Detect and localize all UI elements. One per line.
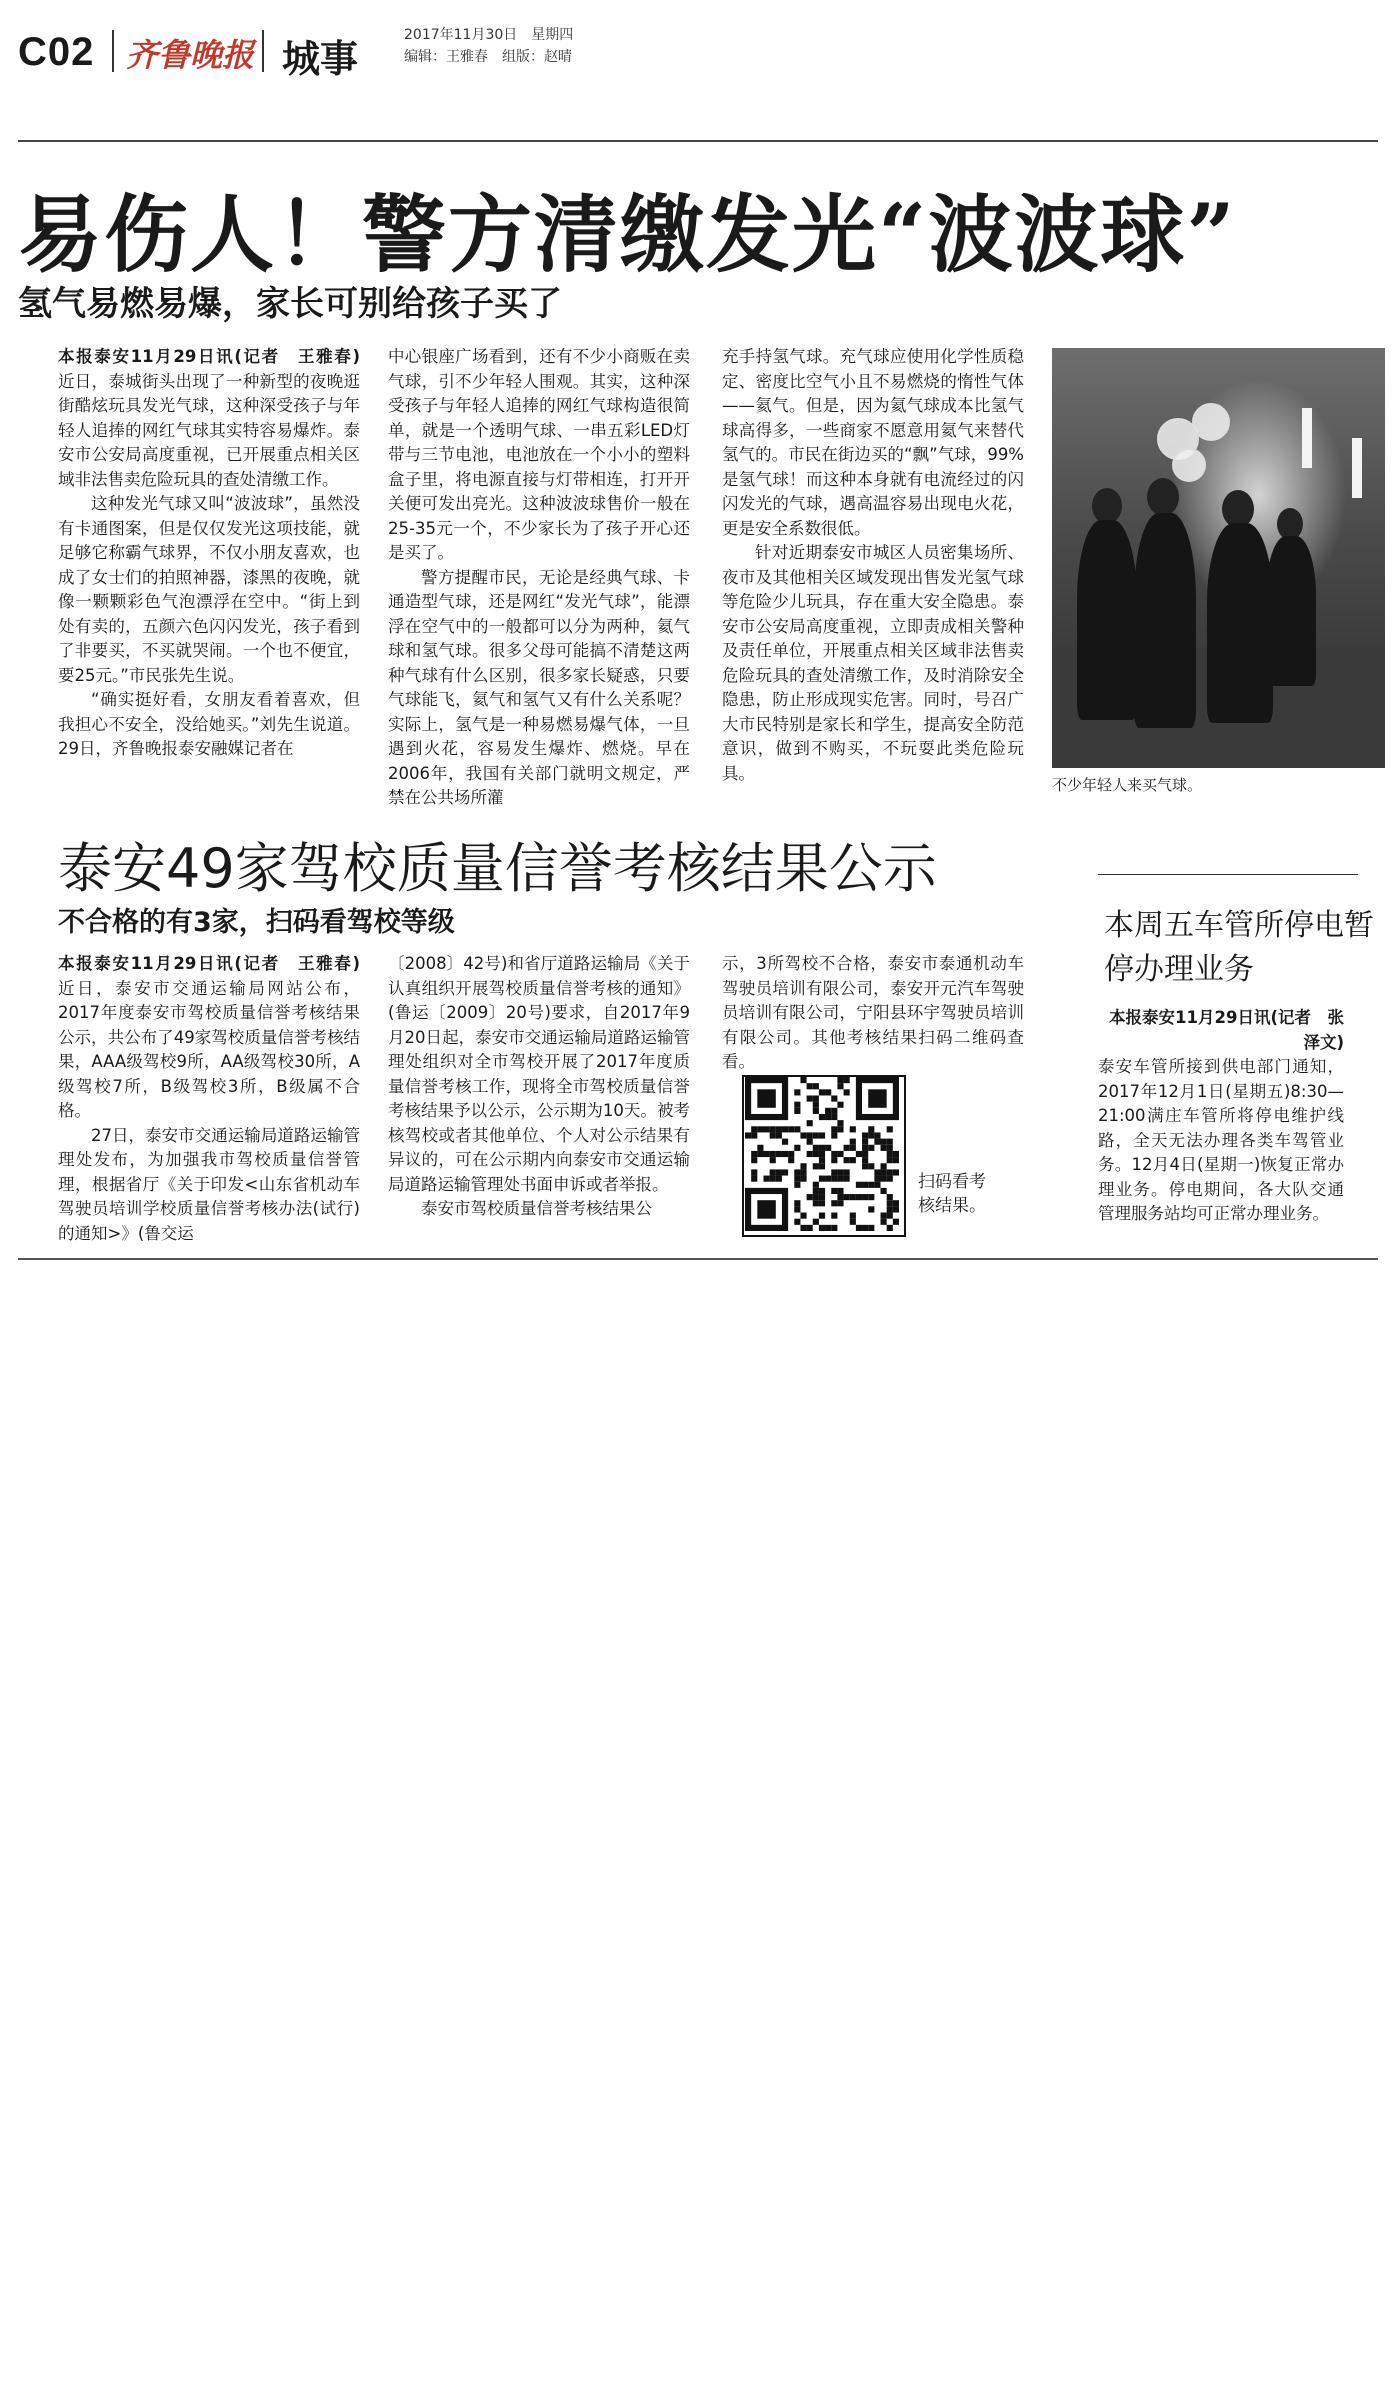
qr-module bbox=[850, 1219, 856, 1225]
sidebar-headline: 本周五车管所停电暂停办理业务 bbox=[1104, 908, 1374, 987]
qr-module bbox=[819, 1114, 825, 1120]
qr-module bbox=[751, 1132, 757, 1138]
qr-module bbox=[831, 1200, 837, 1206]
qr-module bbox=[868, 1132, 874, 1138]
qr-module bbox=[807, 1083, 813, 1089]
qr-module bbox=[887, 1200, 893, 1206]
qr-module bbox=[819, 1200, 825, 1206]
article1-paragraph: 针对近期泰安市城区人员密集场所、夜市及其他相关区域发现出售发光氢气球等危险少儿玩具，存在重大安全隐患。泰安市公安局高度重视，立即责成相关警种及责任单位，开展重点相关区域非法售卖危险玩具的查处清缴工作，及时消除安全隐患，防止形成现实危害。同时，号召广大市民特别是家长和学生，提高安全防范意识，做到不购买，不玩耍此类危险玩具。 bbox=[722, 543, 1024, 783]
qr-module bbox=[751, 1169, 757, 1175]
qr-module bbox=[745, 1132, 751, 1138]
qr-module bbox=[813, 1188, 819, 1194]
article2-column-2 bbox=[388, 952, 690, 1222]
qr-module bbox=[831, 1095, 837, 1101]
person-silhouette bbox=[1207, 523, 1273, 723]
qr-module bbox=[831, 1108, 837, 1114]
qr-module bbox=[813, 1132, 819, 1138]
qr-module bbox=[837, 1194, 843, 1200]
qr-module bbox=[776, 1169, 782, 1175]
article2-column-1 bbox=[58, 952, 360, 1246]
article2-byline-paragraph bbox=[58, 952, 360, 1124]
qr-module bbox=[844, 1176, 850, 1182]
qr-module bbox=[887, 1225, 893, 1231]
photo-caption: 不少年轻人来买气球。 bbox=[1052, 776, 1203, 794]
qr-module bbox=[856, 1194, 862, 1200]
qr-module bbox=[800, 1225, 806, 1231]
qr-module bbox=[893, 1200, 899, 1206]
qr-module bbox=[794, 1200, 800, 1206]
article2-paragraph: 示，3所驾校不合格，泰安市泰通机动车驾驶员培训有限公司，泰安开元汽车驾驶员培训有限公司，宁阳县环宇驾驶员培训有限公司。其他考核结果扫码二维码查看。 bbox=[722, 954, 1024, 1071]
masthead-divider bbox=[112, 30, 114, 72]
qr-module bbox=[862, 1182, 868, 1188]
qr-module bbox=[782, 1169, 788, 1175]
qr-module bbox=[837, 1176, 843, 1182]
qr-module bbox=[893, 1219, 899, 1225]
qr-module bbox=[868, 1145, 874, 1151]
qr-module bbox=[837, 1169, 843, 1175]
qr-module bbox=[825, 1089, 831, 1095]
qr-module bbox=[868, 1126, 874, 1132]
masthead-divider bbox=[262, 30, 264, 72]
qr-module bbox=[850, 1139, 856, 1145]
person-head bbox=[1147, 478, 1179, 516]
qr-module bbox=[807, 1225, 813, 1231]
qr-module bbox=[813, 1102, 819, 1108]
qr-module bbox=[800, 1077, 806, 1083]
qr-module bbox=[862, 1151, 868, 1157]
qr-module bbox=[862, 1163, 868, 1169]
subheadline-main: 氢气易燃易爆，家长可别给孩子买了 bbox=[18, 284, 562, 324]
qr-module bbox=[813, 1095, 819, 1101]
subheadline-driving-schools: 不合格的有3家，扫码看驾校等级 bbox=[58, 907, 455, 938]
qr-module bbox=[770, 1126, 776, 1132]
qr-module bbox=[837, 1200, 843, 1206]
qr-code-icon[interactable] bbox=[742, 1075, 906, 1237]
article1-byline: 本报泰安11月29日讯(记者 王雅春) bbox=[58, 347, 360, 366]
qr-module bbox=[794, 1206, 800, 1212]
article1-paragraph: 充手持氢气球。充气球应使用化学性质稳定、密度比空气小且不易燃烧的惰性气体——氦气。但是，因为氦气球成本比氢气球高得多，一些商家不愿意用氦气来替代氢气的。市民在街边买的“飘”气球，99%是氢气球！而这种本身就有电流经过的闪闪发光的气球，遇高温容易出现电火花，更是安全系数很低。 bbox=[722, 347, 1024, 538]
qr-module bbox=[807, 1194, 813, 1200]
qr-module bbox=[831, 1126, 837, 1132]
qr-module bbox=[776, 1151, 782, 1157]
qr-module bbox=[825, 1225, 831, 1231]
qr-module bbox=[825, 1176, 831, 1182]
qr-module bbox=[868, 1225, 874, 1231]
qr-module bbox=[887, 1139, 893, 1145]
qr-module bbox=[776, 1176, 782, 1182]
qr-module bbox=[751, 1151, 757, 1157]
qr-module bbox=[763, 1176, 769, 1182]
qr-module bbox=[862, 1139, 868, 1145]
street-light bbox=[1302, 408, 1312, 468]
qr-module bbox=[813, 1182, 819, 1188]
qr-module bbox=[887, 1145, 893, 1151]
article1-column-2 bbox=[388, 345, 690, 811]
page-number: C02 bbox=[18, 30, 95, 74]
headline-driving-schools: 泰安49家驾校质量信誉考核结果公示 bbox=[58, 837, 937, 900]
qr-module bbox=[844, 1194, 850, 1200]
qr-module bbox=[751, 1157, 757, 1163]
person-silhouette bbox=[1077, 520, 1137, 720]
qr-module bbox=[868, 1206, 874, 1212]
qr-module bbox=[887, 1194, 893, 1200]
qr-module bbox=[776, 1126, 782, 1132]
qr-module bbox=[844, 1157, 850, 1163]
qr-module bbox=[881, 1176, 887, 1182]
qr-module bbox=[770, 1132, 776, 1138]
balloon-icon bbox=[1172, 448, 1206, 482]
qr-module bbox=[862, 1225, 868, 1231]
person-head bbox=[1092, 488, 1122, 524]
article1-byline-paragraph bbox=[58, 345, 360, 492]
article2-paragraph: 近日，泰安市交通运输局网站公布，2017年度泰安市驾校质量信誉考核结果公示，共公布了49家驾校质量信誉考核结果，AAA级驾校9所，AA级驾校30所，A级驾校7所，B级驾校3所，B级属不合格。 bbox=[58, 978, 360, 1120]
qr-module bbox=[850, 1194, 856, 1200]
qr-module bbox=[807, 1132, 813, 1138]
qr-module bbox=[813, 1108, 819, 1114]
qr-module bbox=[813, 1219, 819, 1225]
qr-module bbox=[887, 1176, 893, 1182]
qr-module bbox=[874, 1169, 880, 1175]
qr-module bbox=[819, 1194, 825, 1200]
qr-module bbox=[825, 1145, 831, 1151]
qr-module bbox=[807, 1151, 813, 1157]
article1-paragraph: 近日，泰城街头出现了一种新型的夜晚逛街酷炫玩具发光气球，这种深受孩子与年轻人追捧的网红气球其实特容易爆炸。泰安市公安局高度重视，已开展重点相关区域非法售卖危险玩具的查处清缴工作。 bbox=[58, 371, 360, 489]
qr-module bbox=[837, 1120, 843, 1126]
qr-module bbox=[757, 1151, 763, 1157]
editor-credit: 编辑：王雅春 组版：赵晴 bbox=[404, 49, 572, 65]
qr-module bbox=[881, 1169, 887, 1175]
qr-module bbox=[837, 1083, 843, 1089]
qr-module bbox=[887, 1126, 893, 1132]
sidebar-rule bbox=[1098, 874, 1358, 875]
qr-module bbox=[800, 1169, 806, 1175]
qr-module bbox=[831, 1225, 837, 1231]
qr-module bbox=[819, 1163, 825, 1169]
qr-module bbox=[856, 1182, 862, 1188]
qr-module bbox=[844, 1145, 850, 1151]
article1-column-1 bbox=[58, 345, 360, 762]
qr-module bbox=[794, 1182, 800, 1188]
article1-paragraph: 中心银座广场看到，还有不少小商贩在卖气球，引不少年轻人围观。其实，这种深受孩子与年轻人追捧的网红气球构造很简单，就是一个透明气球、一串五彩LED灯带与三节电池，电池放在一个小小的塑料盒子里，将电源直接与灯带相连，打开开关便可发出亮光。这种波波球售价一般在25-35元一个，不少家长为了孩子开心还是买了。 bbox=[388, 347, 690, 562]
qr-code-graphic bbox=[744, 1077, 900, 1231]
qr-module bbox=[819, 1151, 825, 1157]
sidebar-body bbox=[1098, 1006, 1344, 1227]
qr-module bbox=[831, 1132, 837, 1138]
article2-paragraph: 27日，泰安市交通运输局道路运输管理处发布，为加强我市驾校质量信誉管理，根据省厅《关于印发<山东省机动车驾驶员培训学校质量信誉考核办法(试行)的通知>》(鲁交运 bbox=[58, 1125, 360, 1243]
qr-module bbox=[831, 1213, 837, 1219]
qr-module bbox=[813, 1200, 819, 1206]
qr-module bbox=[794, 1169, 800, 1175]
qr-module bbox=[893, 1206, 899, 1212]
qr-module bbox=[757, 1089, 775, 1107]
qr-module bbox=[868, 1194, 874, 1200]
qr-module bbox=[887, 1169, 893, 1175]
qr-module bbox=[819, 1176, 825, 1182]
qr-module bbox=[794, 1219, 800, 1225]
qr-module bbox=[850, 1157, 856, 1163]
qr-module bbox=[868, 1182, 874, 1188]
qr-module bbox=[831, 1157, 837, 1163]
qr-module bbox=[893, 1151, 899, 1157]
top-rule bbox=[18, 140, 1378, 142]
qr-module bbox=[862, 1194, 868, 1200]
qr-module bbox=[807, 1095, 813, 1101]
qr-module bbox=[850, 1213, 856, 1219]
qr-module bbox=[874, 1176, 880, 1182]
paper-logo: 齐鲁晚报 bbox=[126, 36, 255, 74]
qr-module bbox=[794, 1102, 800, 1108]
article2-paragraph: 〔2008〕42号)和省厅道路运输局《关于认真组织开展驾校质量信誉考核的通知》(鲁运〔2009〕20号)要求，自2017年9月20日起，泰安市交通运输局道路运输管理处组织对全市驾校开展了2017年度质量信誉考核工作，现将全市驾校质量信誉考核结果予以公示，公示期为10天。被考核驾校或者其他单位、个人对公示结果有异议的，可在公示期内向泰安市交通运输局道路运输管理处书面申诉或者举报。 bbox=[388, 954, 690, 1194]
qr-module bbox=[850, 1126, 856, 1132]
article1-paragraph: “确实挺好看，女朋友看着喜欢，但我担心不安全，没给她买。”刘先生说道。29日，齐鲁晚报泰安融媒记者在 bbox=[58, 690, 360, 758]
qr-module bbox=[794, 1145, 800, 1151]
qr-module bbox=[751, 1176, 757, 1182]
qr-module bbox=[807, 1139, 813, 1145]
qr-module bbox=[788, 1151, 794, 1157]
qr-module bbox=[800, 1163, 806, 1169]
qr-module bbox=[881, 1145, 887, 1151]
qr-module bbox=[825, 1108, 831, 1114]
qr-module bbox=[782, 1139, 788, 1145]
qr-module bbox=[831, 1114, 837, 1120]
qr-module bbox=[837, 1126, 843, 1132]
qr-module bbox=[868, 1089, 886, 1107]
qr-module bbox=[757, 1145, 763, 1151]
qr-module bbox=[831, 1169, 837, 1175]
article1-photo bbox=[1052, 348, 1385, 768]
qr-module bbox=[782, 1151, 788, 1157]
qr-module bbox=[819, 1188, 825, 1194]
qr-module bbox=[757, 1126, 763, 1132]
section-title: 城事 bbox=[282, 37, 359, 81]
bottom-rule bbox=[18, 1258, 1378, 1260]
qr-module bbox=[874, 1132, 880, 1138]
qr-module bbox=[763, 1151, 769, 1157]
qr-module bbox=[788, 1126, 794, 1132]
qr-module bbox=[837, 1077, 843, 1083]
qr-module bbox=[757, 1200, 775, 1218]
qr-module bbox=[874, 1182, 880, 1188]
qr-module bbox=[831, 1151, 837, 1157]
qr-module bbox=[844, 1089, 850, 1095]
qr-module bbox=[751, 1126, 757, 1132]
qr-module bbox=[868, 1163, 874, 1169]
article2-column-3 bbox=[722, 952, 1024, 1075]
qr-module bbox=[770, 1151, 776, 1157]
headline-main: 易伤人！警方清缴发光“波波球” bbox=[18, 185, 1237, 284]
qr-module bbox=[763, 1126, 769, 1132]
qr-module bbox=[850, 1145, 856, 1151]
qr-caption: 扫码看考核结果。 bbox=[918, 1172, 986, 1216]
qr-module bbox=[862, 1132, 868, 1138]
qr-module bbox=[794, 1089, 800, 1095]
qr-module bbox=[881, 1163, 887, 1169]
qr-module bbox=[807, 1120, 813, 1126]
qr-module bbox=[770, 1169, 776, 1175]
qr-module bbox=[800, 1213, 806, 1219]
qr-module bbox=[887, 1206, 893, 1212]
article1-paragraph: 警方提醒市民，无论是经典气球、卡通造型气球，还是网红“发光气球”，能漂浮在空气中的一般都可以分为两种，氦气球和氢气球。很多父母可能搞不清楚这两种气球有什么区别，很多家长疑惑，只要气球能飞，氦气和氢气又有什么关系呢？实际上，氢气是一种易燃易爆气体，一旦遇到火花，容易发生爆炸、燃烧。早在2006年，我国有关部门就明文规定，严禁在公共场所灌 bbox=[388, 567, 690, 807]
article1-column-3 bbox=[722, 345, 1024, 786]
qr-module bbox=[837, 1151, 843, 1157]
qr-module bbox=[819, 1225, 825, 1231]
qr-module bbox=[837, 1102, 843, 1108]
issue-date: 2017年11月30日 星期四 bbox=[404, 27, 574, 43]
article2-byline: 本报泰安11月29日讯(记者 王雅春) bbox=[58, 954, 360, 973]
qr-module bbox=[856, 1225, 862, 1231]
qr-module bbox=[831, 1188, 837, 1194]
qr-module bbox=[862, 1145, 868, 1151]
qr-module bbox=[819, 1089, 825, 1095]
person-silhouette bbox=[1134, 513, 1196, 728]
qr-module bbox=[881, 1139, 887, 1145]
qr-module bbox=[862, 1157, 868, 1163]
qr-module bbox=[881, 1213, 887, 1219]
article1-paragraph: 这种发光气球又叫“波波球”，虽然没有卡通图案，但是仅仅发光这项技能，就足够它称霸气球界，不仅小朋友喜欢，也成了女士们的拍照神器，漆黑的夜晚，就像一颗颗彩色气泡漂浮在空中。“街上到处有卖的，五颜六色闪闪发光，孩子看到了非要买，不买就哭闹。一个也不便宜，要25元。”市民张先生说。 bbox=[58, 494, 360, 685]
sidebar-paragraph: 泰安车管所接到供电部门通知，2017年12月1日(星期五)8:30—21:00满庄车管所将停电维护线路，全天无法办理各类车驾管业务。12月4日(星期一)恢复正常办理业务。停电期间，各大队交通管理服务站均可正常办理业务。 bbox=[1098, 1057, 1344, 1223]
qr-module bbox=[770, 1176, 776, 1182]
qr-module bbox=[887, 1151, 893, 1157]
qr-module bbox=[800, 1176, 806, 1182]
qr-module bbox=[874, 1139, 880, 1145]
street-light bbox=[1352, 438, 1362, 498]
qr-module bbox=[782, 1126, 788, 1132]
qr-module bbox=[794, 1126, 800, 1132]
qr-module bbox=[819, 1132, 825, 1138]
balloon-icon bbox=[1192, 403, 1230, 441]
qr-module bbox=[887, 1157, 893, 1163]
qr-module bbox=[794, 1108, 800, 1114]
article2-paragraph: 泰安市驾校质量信誉考核结果公 bbox=[421, 1199, 652, 1218]
qr-module bbox=[825, 1114, 831, 1120]
qr-module bbox=[813, 1151, 819, 1157]
qr-module bbox=[794, 1176, 800, 1182]
qr-module bbox=[837, 1188, 843, 1194]
qr-module bbox=[776, 1132, 782, 1138]
qr-module bbox=[893, 1157, 899, 1163]
qr-module bbox=[819, 1213, 825, 1219]
qr-module bbox=[881, 1188, 887, 1194]
qr-module bbox=[813, 1163, 819, 1169]
qr-module bbox=[856, 1151, 862, 1157]
qr-module bbox=[844, 1169, 850, 1175]
qr-module bbox=[881, 1219, 887, 1225]
qr-module bbox=[844, 1077, 850, 1083]
qr-module bbox=[813, 1145, 819, 1151]
qr-module bbox=[831, 1176, 837, 1182]
person-silhouette bbox=[1266, 536, 1316, 686]
qr-module bbox=[770, 1157, 776, 1163]
qr-module bbox=[893, 1169, 899, 1175]
qr-module bbox=[788, 1157, 794, 1163]
qr-module bbox=[813, 1194, 819, 1200]
qr-module bbox=[887, 1213, 893, 1219]
qr-module bbox=[819, 1145, 825, 1151]
qr-module bbox=[819, 1157, 825, 1163]
qr-module bbox=[800, 1132, 806, 1138]
qr-module bbox=[813, 1083, 819, 1089]
sidebar-byline: 本报泰安11月29日讯(记者 张泽文) bbox=[1109, 1008, 1344, 1052]
